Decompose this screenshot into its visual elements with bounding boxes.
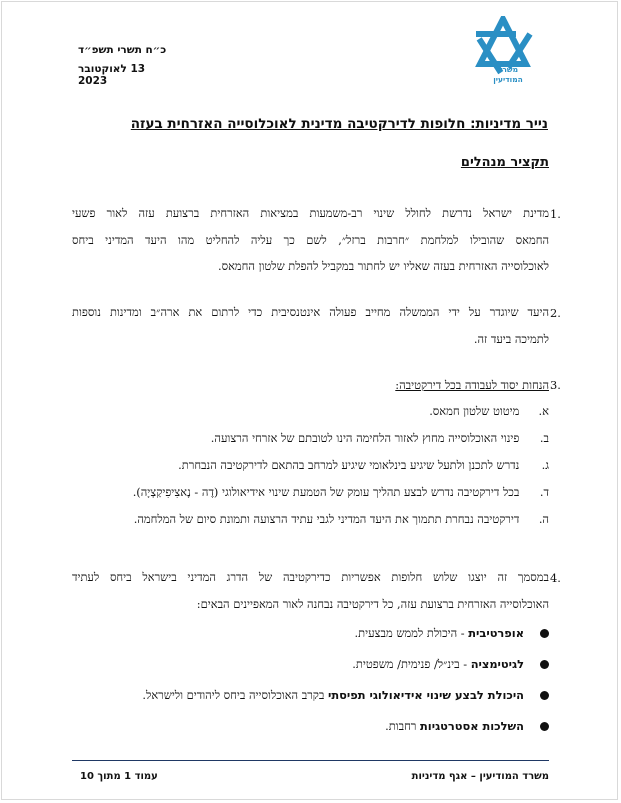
list-letter: ב. xyxy=(539,431,549,445)
bullet-item xyxy=(352,657,549,671)
list-letter: א. xyxy=(538,404,549,418)
bullet-text: בקרב האוכלוסייה ביחס ליהודים ולישראל. xyxy=(142,688,328,702)
list-letter: ד. xyxy=(539,485,549,499)
paragraph-line: האוכלוסייה האזרחית ברצועת עזה, כל דירקטיבה נבחנה לאור המאפיינים הבאים: xyxy=(196,596,549,611)
paragraph-line: לתמיכה ביעד זה. xyxy=(473,331,549,346)
bullet-item xyxy=(355,626,549,640)
list-item xyxy=(211,431,549,445)
paragraph-number: 4. xyxy=(550,571,561,585)
bullet-bold: היכולת לבצע שינוי אידיאולוגי תפיסתי xyxy=(328,688,524,702)
page-number: עמוד 1 מתוך 10 xyxy=(80,771,158,782)
bullet-icon xyxy=(540,660,549,669)
paragraph-number: 2. xyxy=(550,306,561,320)
bullet-text: - היכולת לממש מבצעית. xyxy=(354,626,469,640)
logo-triangle-up-icon xyxy=(480,19,526,64)
bullet-text: - בינ״ל/ פנימית/ משפטית. xyxy=(352,657,471,671)
bullet-item xyxy=(142,688,549,702)
list-item xyxy=(429,404,549,418)
bullet-icon xyxy=(540,629,549,638)
paragraph-4 xyxy=(72,564,549,617)
bullet-icon xyxy=(540,722,549,731)
footer-department: משרד המודיעין – אגף מדיניות xyxy=(411,771,549,782)
document-title: נייר מדיניות: חלופות לדירקטיבה מדינית לאוכלוסייה האזרחית בעזה xyxy=(130,116,548,132)
bullet-icon xyxy=(540,691,549,700)
list-letter: ה. xyxy=(538,512,549,526)
bullet-bold: השלכות אסטרטגיות xyxy=(420,719,524,733)
bullet-bold: לגיטימציה xyxy=(470,657,524,671)
list-text: מיטוט שלטון חמאס. xyxy=(429,404,520,418)
list-item xyxy=(133,485,549,499)
ministry-logo xyxy=(468,16,538,86)
list-item xyxy=(178,458,549,472)
list-letter: ג. xyxy=(541,458,549,472)
paragraph-number: 3. xyxy=(550,378,561,392)
logo-caption-2: המודיעין xyxy=(493,75,523,84)
list-item xyxy=(134,512,549,526)
bullet-bold: אופרטיבית xyxy=(468,626,524,640)
paragraph-line: היעד שיוגדר על ידי הממשלה מחייב פעולה אינטנסיבית כדי לרתום את ארה״ב ומדינות נוספות xyxy=(72,305,549,319)
section-subtitle: תקציר מנהלים xyxy=(460,155,549,170)
list-text: פינוי האוכלוסייה מחוץ לאזור הלחימה הינו לטובתם של אזרחי הרצועה. xyxy=(210,431,520,445)
paragraph-line: מדינת ישראל נדרשת לחולל שינוי רב-משמעות במציאות האזרחית ברצועת עזה לאור פשעי xyxy=(72,206,549,220)
paragraph-line: לאוכלוסייה האזרחית בעזה שאליו יש לחתור במקביל להפלת שלטון החמאס. xyxy=(217,259,549,273)
bullet-item xyxy=(385,719,549,733)
list-text: בכל דירקטיבה נדרש לבצע תהליך עומק של הטמעת שינוי אידיאולוגי (דֶה - נָאצִיפִיקַצְיָה). xyxy=(132,485,520,499)
paragraph-2 xyxy=(72,299,549,352)
gregorian-date: 13 לאוקטובר 2023 xyxy=(78,63,146,87)
footer-rule xyxy=(72,760,549,761)
hebrew-date: כ״ח תשרי תשפ״ד xyxy=(78,44,167,56)
paragraph-line: החמאס שהובילו למלחמת ״חרבות ברזל״, לשם כך עליה להחליט מהו היעד המדיני ביחס xyxy=(72,232,549,247)
logo-caption: משרד xyxy=(497,65,519,74)
list-text: נדרש לתכנן ולתעל שיגיע בינלאומי שיגיע למרחב בהתאם לדירקטיבה הנבחרת. xyxy=(178,458,520,472)
paragraph-1 xyxy=(72,200,549,280)
paragraph-line: במסמך זה יוצגו שלוש חלופות אפשריות כדירקטיבה של הדרג המדיני בישראל ביחס לעתיד xyxy=(72,570,549,584)
paragraph-number: 1. xyxy=(550,207,561,221)
bullet-text: רחבות. xyxy=(385,719,421,733)
section-heading: הנחות יסוד לעבודה בכל דירקטיבה: xyxy=(395,378,549,392)
list-text: דירקטיבה נבחרת תתמוך את היעד המדיני לגבי עתיד הרצועה ותמונת סיום של המלחמה. xyxy=(133,512,520,526)
